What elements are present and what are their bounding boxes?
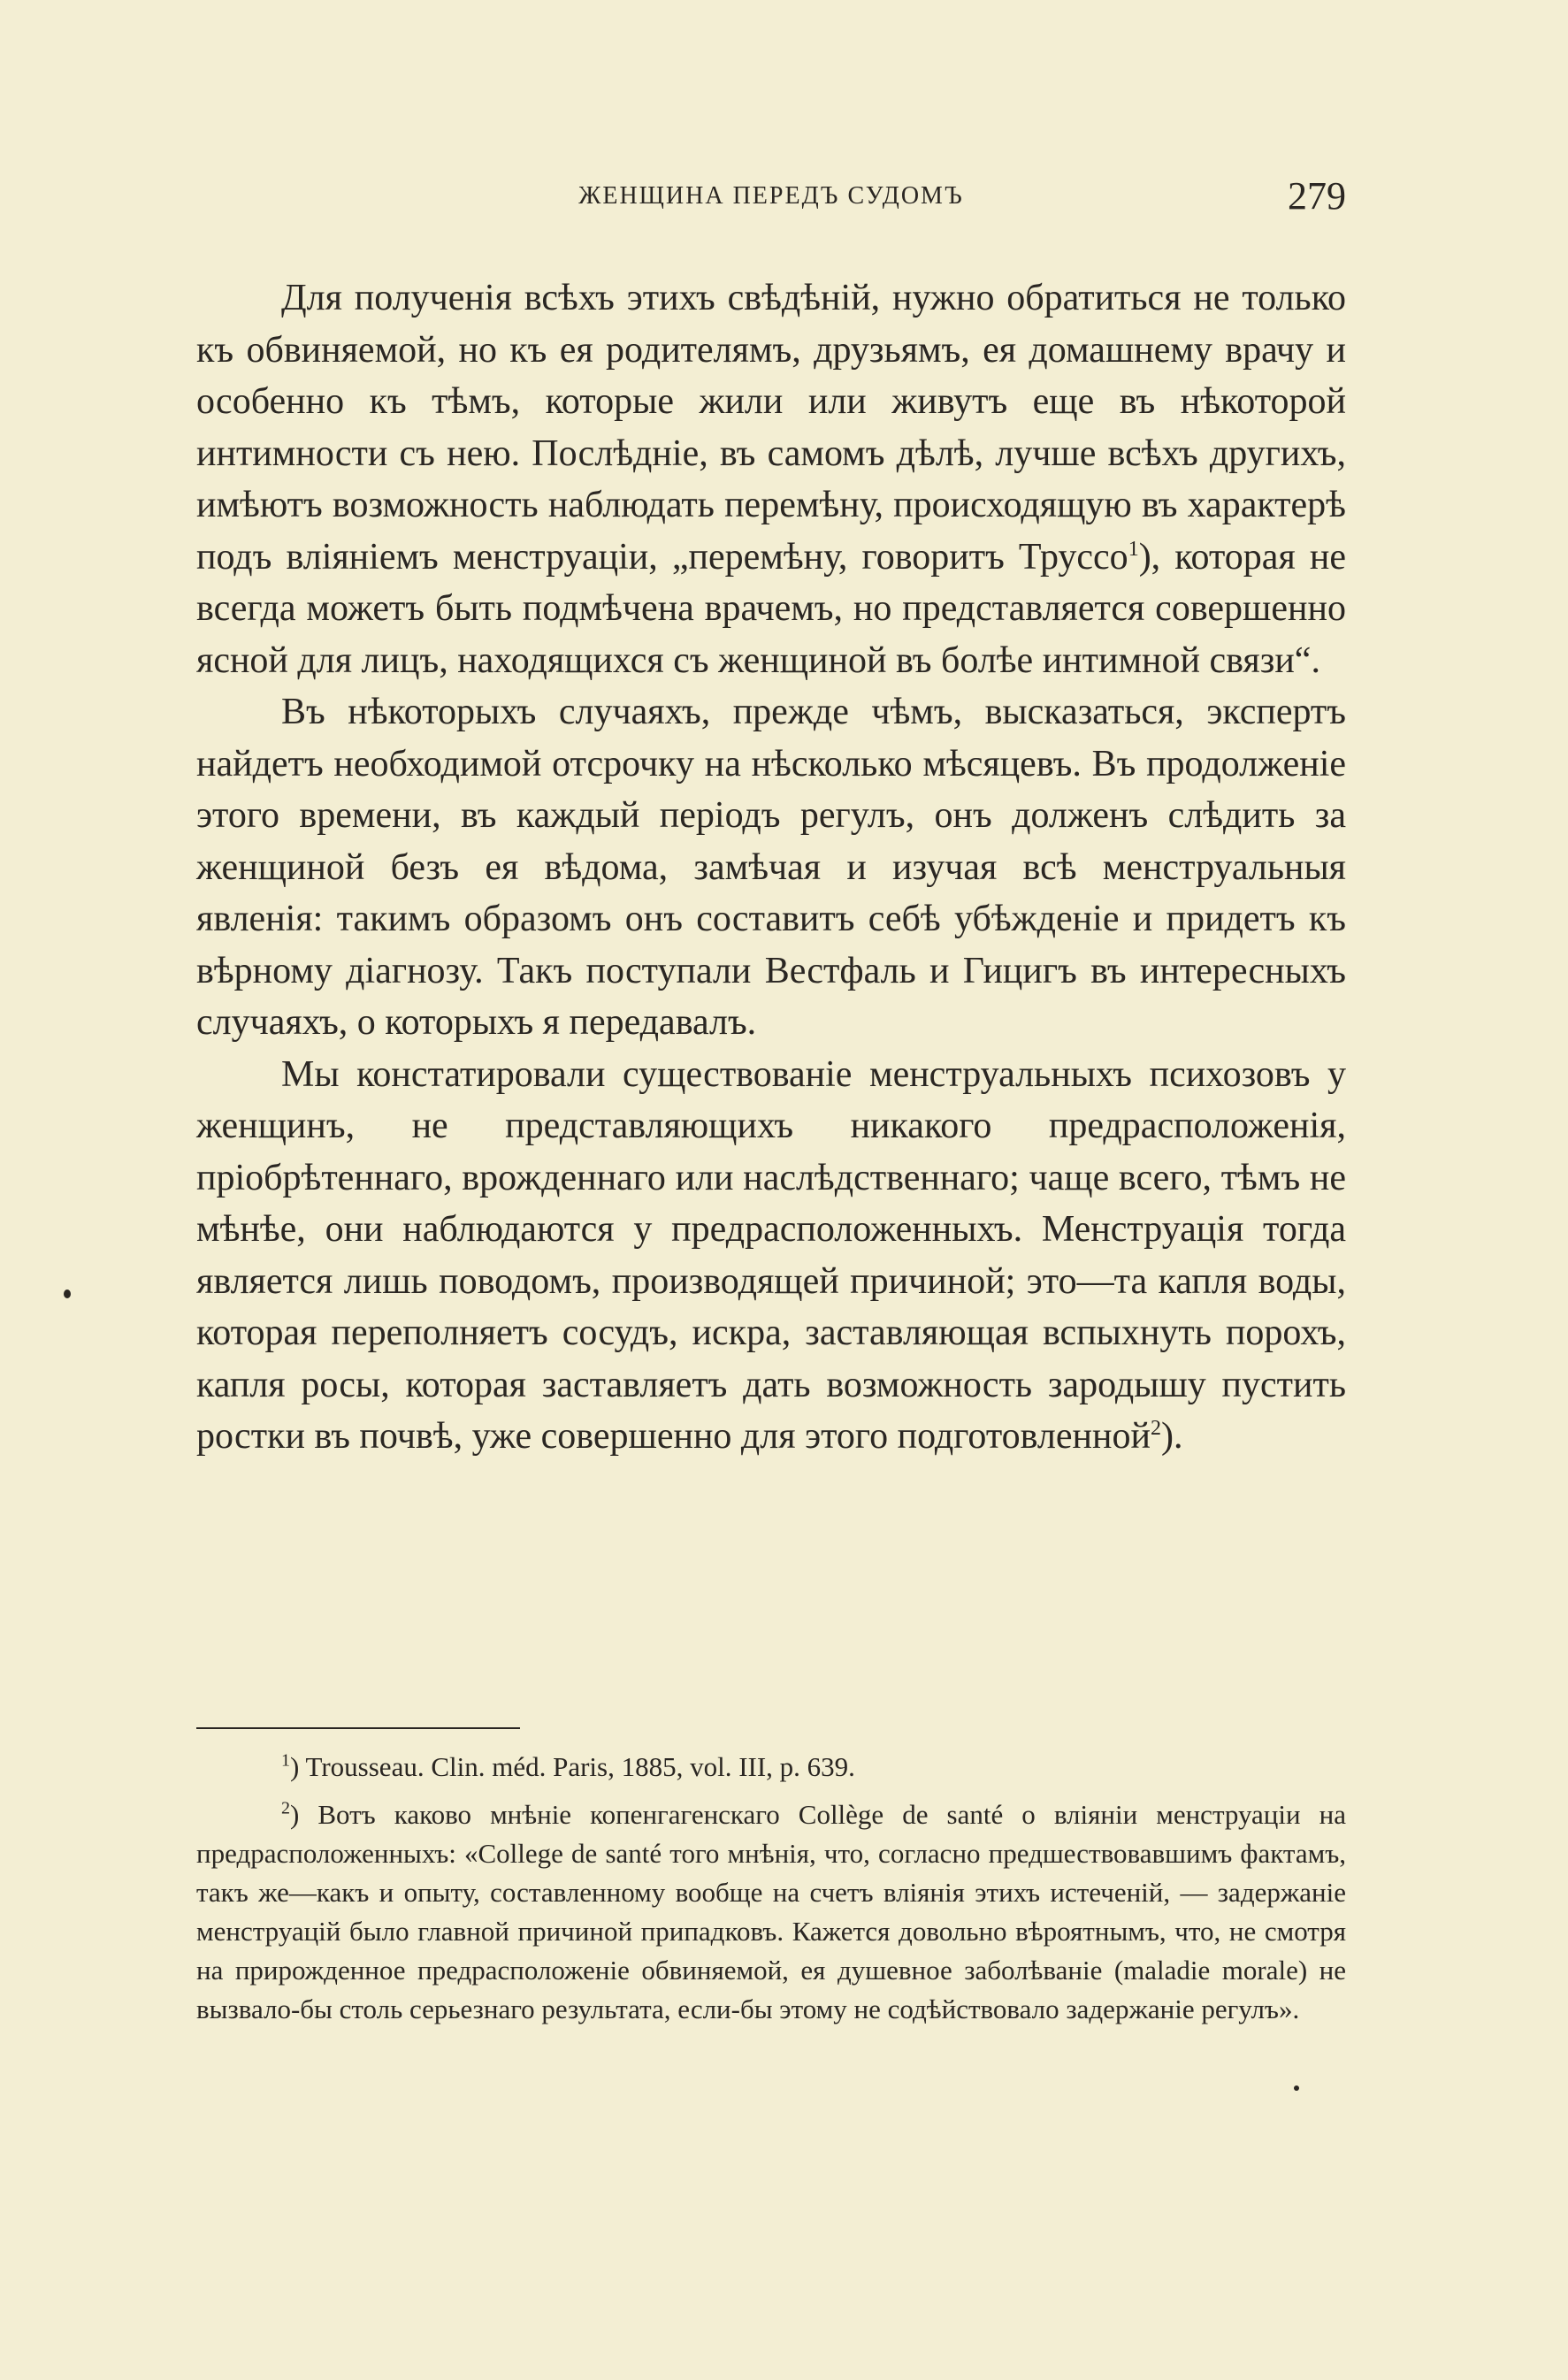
footnote-1-mark: 1 [281,1750,290,1771]
paragraph-1 [196,272,1346,686]
paragraph-3 [196,1049,1346,1463]
footnote-reference-2: 2 [1150,1417,1161,1440]
paragraph-3-text-b: ). [1160,1416,1183,1457]
paragraph-3-text-a: Мы констатировали существованіе менструальныхъ психозовъ у женщинъ, не представляющихъ никакого предрасположенія, пріобрѣтеннаго, врожденнаго или наслѣдственнаго; чаще всего, тѣмъ не мѣнѣе, они наблюдаются у предрасположенныхъ. Менструація тогда является лишь поводомъ, производящей причиной; это—та капля воды, которая переполняетъ сосудъ, искра, заставляющая вспыхнуть порохъ, капля росы, которая заставляетъ дать возможность зародышу пустить ростки въ почвѣ, уже совершенно для этого подготовленной [196,1053,1346,1457]
footnote-1 [196,1748,1346,1787]
page-number: 279 [1288,174,1346,218]
footnote-2 [196,1795,1346,2029]
running-head [196,173,1346,230]
paragraph-2: Въ нѣкоторыхъ случаяхъ, прежде чѣмъ, высказаться, экспертъ найдетъ необходимой отсрочку на нѣсколько мѣсяцевъ. Въ продолженіе этого времени, въ каждый періодъ регулъ, онъ долженъ слѣдить за женщиной безъ ея вѣдома, замѣчая и изучая всѣ менструальныя явленія: такимъ образомъ онъ составитъ себѣ убѣжденіе и придетъ къ вѣрному діагнозу. Такъ поступали Вестфаль и Гицигъ въ интересныхъ случаяхъ, о которыхъ я передавалъ. [196,692,1346,1043]
footnote-2-mark: 2 [281,1798,290,1818]
footnote-reference-1: 1 [1128,537,1139,561]
footnote-divider [196,1727,520,1729]
body-text [196,272,1346,1463]
footnotes [196,1748,1346,2029]
paragraph-1-text-a: Для полученія всѣхъ этихъ свѣдѣній, нужно обратиться не только къ обвиняемой, но къ ея родителямъ, друзьямъ, ея домашнему врачу и особенно къ тѣмъ, которые жили или живутъ еще въ нѣкоторой интимности съ нею. Послѣдніе, въ самомъ дѣлѣ, лучше всѣхъ другихъ, имѣютъ возможность наблюдать перемѣну, происходящую въ характерѣ подъ вліяніемъ менструаціи, „перемѣну, говоритъ Труссо [196,278,1346,578]
running-title: ЖЕНЩИНА ПЕРЕДЪ СУДОМЪ [578,182,964,210]
ink-spot [1294,2085,1299,2091]
footnote-2-text: ) Вотъ каково мнѣніе копенгагенскаго Collège de santé о вліяніи менструаціи на предрасположенныхъ: «College de santé того мнѣнія, что, согласно предшествовавшимъ фактамъ, такъ же—какъ и опыту, составленному вообще на счетъ вліянія этихъ истеченій, — задержаніе менструацій было главной причиной припадковъ. Кажется довольно вѣроятнымъ, что, не смотря на прирожденное предрасположеніе обвиняемой, ея душевное заболѣваніе (maladie morale) не вызвало-бы столь серьезнаго результата, если-бы этому не содѣйствовало задержаніе регулъ». [196,1799,1346,2024]
ink-spot [64,1289,71,1298]
paragraph-1-text-b: ), которая не всегда можетъ быть подмѣчена врачемъ, но представляется совершенно ясной для лицъ, находящихся съ женщиной въ болѣе интимной связи“. [196,536,1346,681]
footnote-1-text: ) Trousseau. Clin. méd. Paris, 1885, vol. III, p. 639. [290,1751,855,1782]
